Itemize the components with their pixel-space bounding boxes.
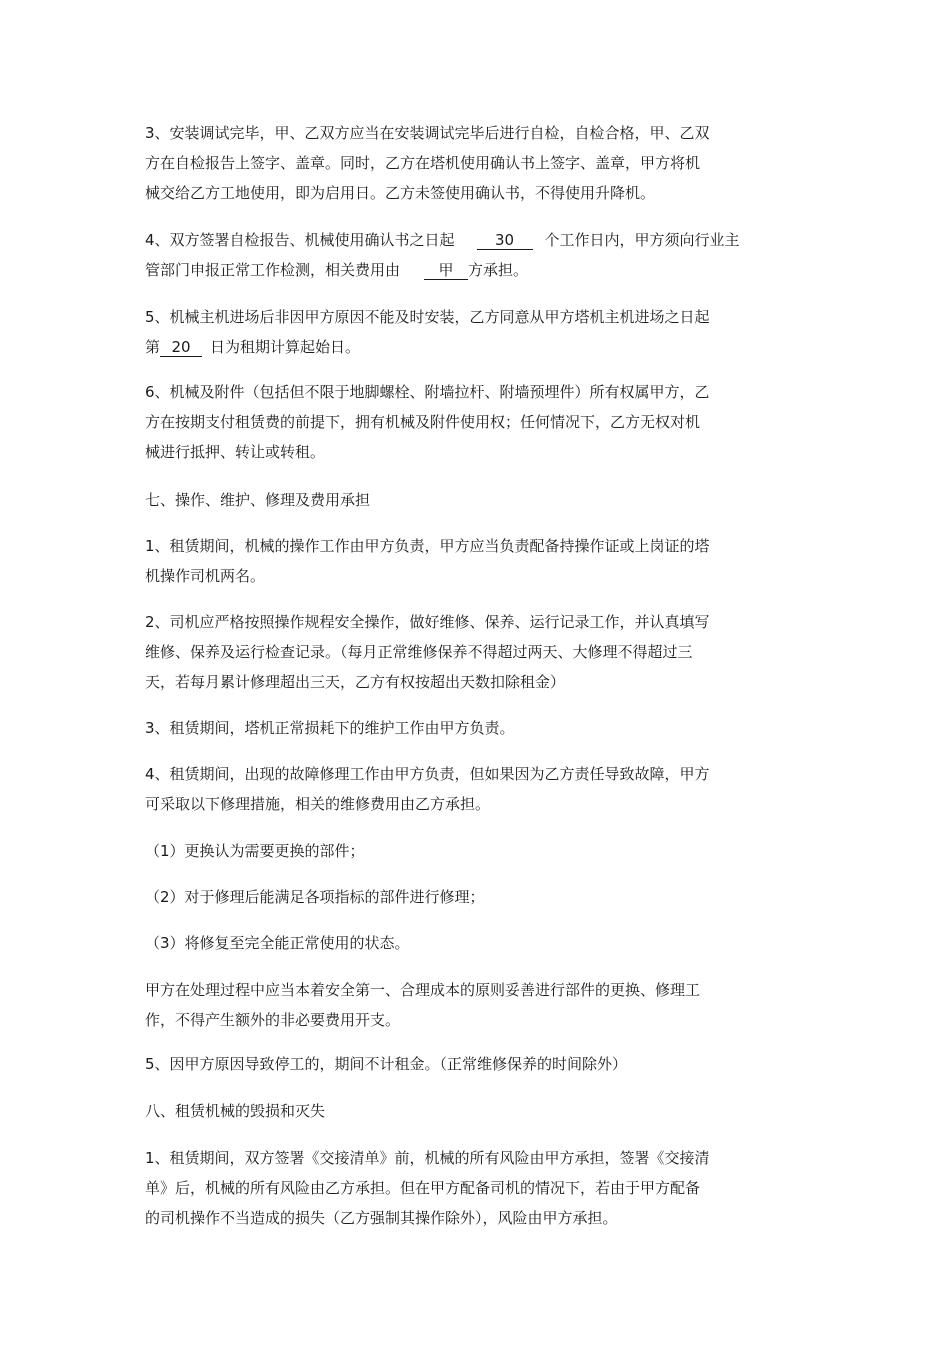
section-7-clause-2-line-2: 维修、保养及运行检查记录。（每月正常维修保养不得超过两天、大修理不得超过三	[145, 643, 693, 661]
clause-5-text-b: 日为租期计算起始日。	[210, 338, 361, 356]
party-blank: 甲	[424, 262, 468, 280]
section-8-clause-1-line-1: 1、租赁期间，双方签署《交接清单》前，机械的所有风险由甲方承担，签署《交接清	[145, 1149, 710, 1167]
clause-4-text-c: 管部门申报正常工作检测，相关费用由	[145, 261, 401, 279]
start-day-blank: 20	[160, 339, 202, 357]
repair-measure-2: （2）对于修理后能满足各项指标的部件进行修理；	[145, 888, 485, 906]
section-8-clause-1-line-3: 的司机操作不当造成的损失（乙方强制其操作除外），风险由甲方承担。	[145, 1209, 618, 1227]
section-8-clause-1-line-2: 单》后，机械的所有风险由乙方承担。但在甲方配备司机的情况下，若由于甲方配备	[145, 1179, 701, 1197]
clause-5-line-2	[145, 337, 360, 357]
repair-measure-3: （3）将修复至完全能正常使用的状态。	[145, 934, 410, 952]
section-7-clause-4-line-1: 4、租赁期间，出现的故障修理工作由甲方负责，但如果因为乙方责任导致故障，甲方	[145, 765, 710, 783]
section-7-clause-4-line-2: 可采取以下修理措施，相关的维修费用由乙方承担。	[145, 795, 491, 813]
clause-3-line-2: 方在自检报告上签字、盖章。同时，乙方在塔机使用确认书上签字、盖章，甲方将机	[145, 154, 701, 172]
clause-4-text-a: 4、双方签署自检报告、机械使用确认书之日起	[145, 231, 455, 249]
clause-5-text-a: 第	[145, 338, 161, 356]
section-7-clause-5: 5、因甲方原因导致停工的，期间不计租金。（正常维修保养的时间除外）	[145, 1055, 628, 1073]
section-7-clause-2-line-3: 天，若每月累计修理超出三天，乙方有权按超出天数扣除租金）	[145, 673, 566, 691]
clause-4-line-1	[145, 230, 740, 250]
work-days-blank: 30	[477, 232, 533, 250]
section-7-note-line-2: 作，不得产生额外的非必要费用开支。	[145, 1011, 401, 1029]
section-7-heading: 七、操作、维护、修理及费用承担	[145, 491, 371, 509]
clause-4-text-b: 个工作日内，甲方须向行业主	[544, 231, 740, 249]
section-8-heading: 八、租赁机械的毁损和灭失	[145, 1102, 326, 1120]
section-7-clause-2-line-1: 2、司机应严格按照操作规程安全操作，做好维修、保养、运行记录工作，并认真填写	[145, 613, 710, 631]
clause-3-line-1: 3、安装调试完毕，甲、乙双方应当在安装调试完毕后进行自检，自检合格，甲、乙双	[145, 124, 710, 142]
clause-5-line-1: 5、机械主机进场后非因甲方原因不能及时安装，乙方同意从甲方塔机主机进场之日起	[145, 308, 710, 326]
section-7-clause-3: 3、租赁期间，塔机正常损耗下的维护工作由甲方负责。	[145, 719, 515, 737]
clause-4-line-2	[145, 260, 528, 280]
clause-6-line-1: 6、机械及附件（包括但不限于地脚螺栓、附墙拉杆、附墙预埋件）所有权属甲方，乙	[145, 383, 710, 401]
section-7-note-line-1: 甲方在处理过程中应当本着安全第一、合理成本的原则妥善进行部件的更换、修理工	[145, 981, 701, 999]
clause-4-text-d: 方承担。	[468, 261, 529, 279]
section-7-clause-1-line-2: 机操作司机两名。	[145, 567, 266, 585]
repair-measure-1: （1）更换认为需要更换的部件；	[145, 842, 365, 860]
clause-6-line-3: 械进行抵押、转让或转租。	[145, 443, 326, 461]
clause-3-line-3: 械交给乙方工地使用，即为启用日。乙方未签使用确认书，不得使用升降机。	[145, 184, 656, 202]
clause-6-line-2: 方在按期支付租赁费的前提下，拥有机械及附件使用权；任何情况下，乙方无权对机	[145, 413, 701, 431]
section-7-clause-1-line-1: 1、租赁期间，机械的操作工作由甲方负责，甲方应当负责配备持操作证或上岗证的塔	[145, 537, 710, 555]
